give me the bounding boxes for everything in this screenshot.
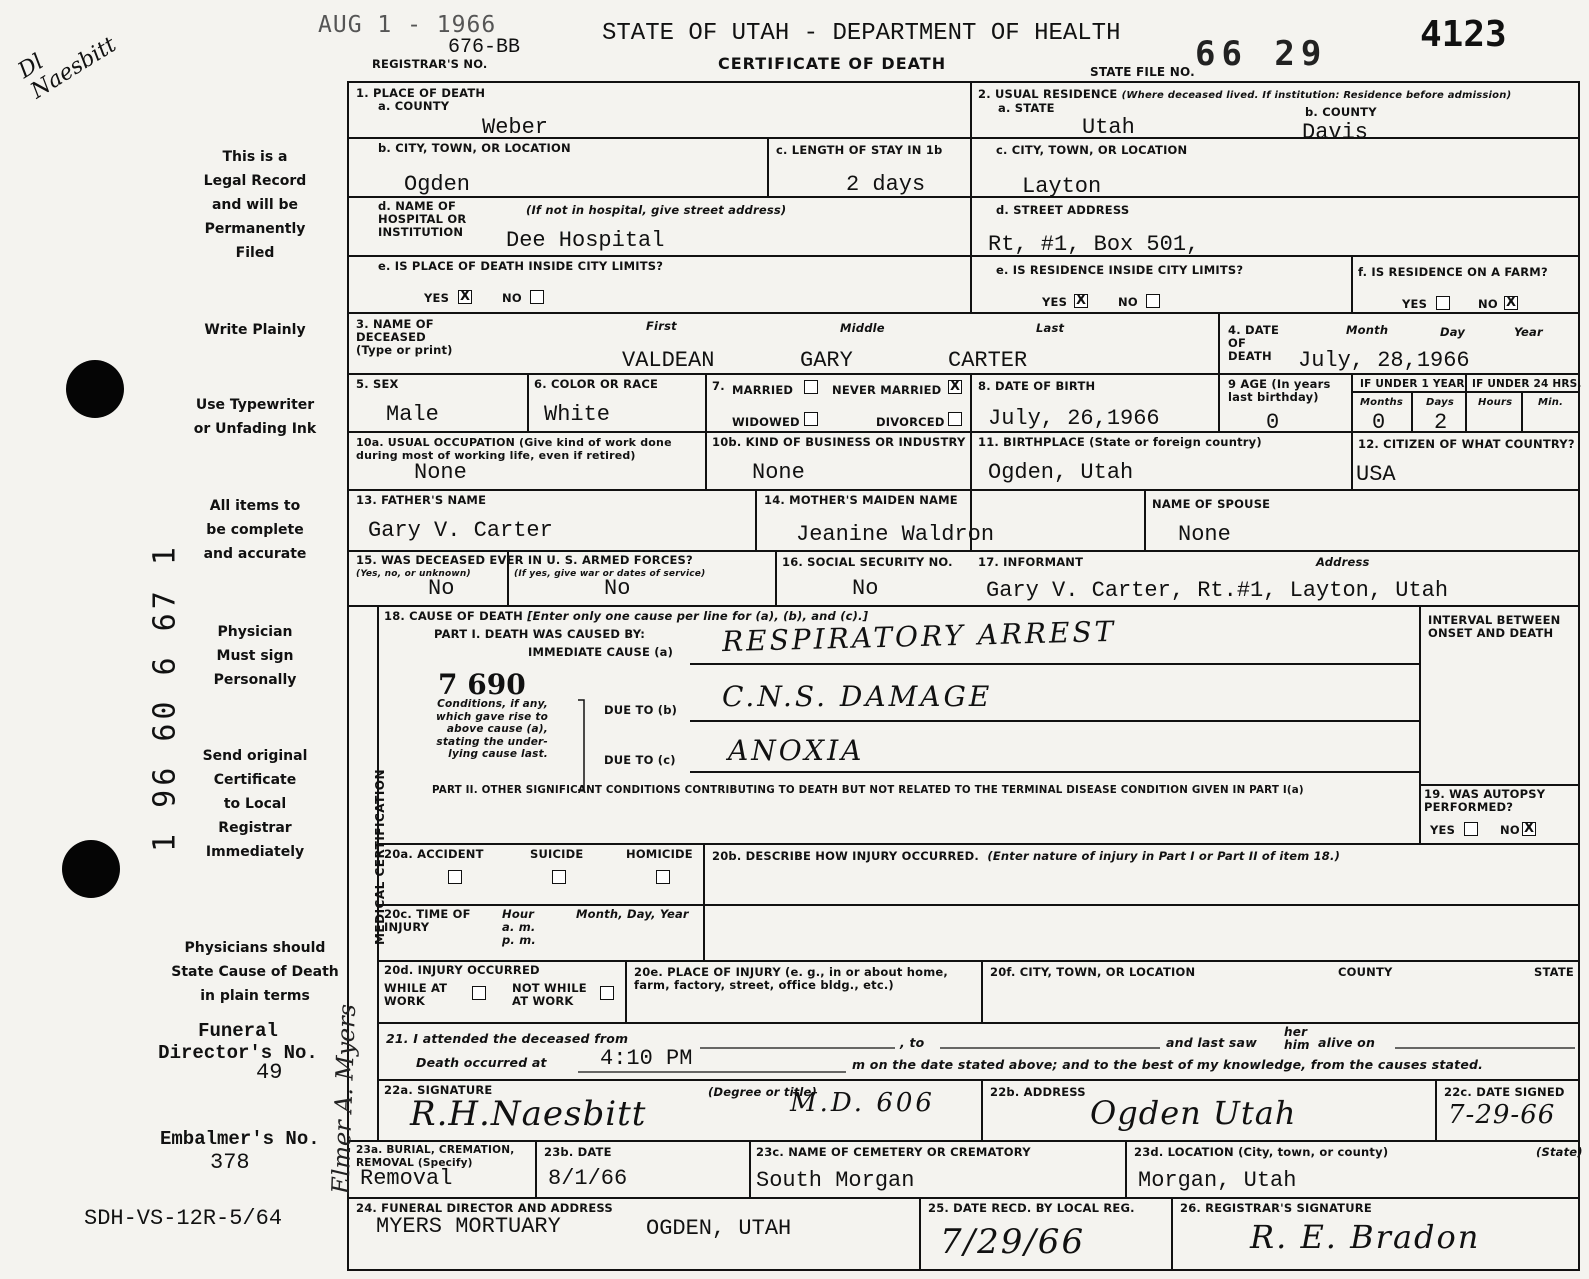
label-birthplace: 11. BIRTHPLACE (State or foreign country) bbox=[978, 435, 1262, 449]
checkbox-farm-no[interactable]: X bbox=[1505, 295, 1517, 310]
label-to bbox=[900, 1036, 924, 1049]
label-street-address: d. STREET ADDRESS bbox=[996, 203, 1130, 217]
label-days bbox=[1426, 396, 1454, 409]
punch-hole-top bbox=[66, 360, 124, 418]
punch-hole-bottom bbox=[62, 840, 120, 898]
label-suicide: SUICIDE bbox=[530, 847, 584, 861]
label-last-saw bbox=[1166, 1036, 1257, 1049]
label-hospital: d. NAME OF HOSPITAL OR INSTITUTION bbox=[378, 199, 467, 239]
value-ssn: No bbox=[852, 576, 879, 601]
label-day bbox=[1440, 326, 1465, 339]
label-ssn: 16. SOCIAL SECURITY NO. bbox=[782, 555, 953, 569]
label-mother: 14. MOTHER'S MAIDEN NAME bbox=[764, 493, 958, 507]
state-file-value: 66 29 bbox=[1195, 34, 1328, 74]
label-hours bbox=[1478, 396, 1512, 409]
value-mother: Jeanine Waldron bbox=[796, 522, 995, 547]
label-while-at-work: WHILE AT WORK bbox=[384, 981, 448, 1008]
label-residence-note: (Where deceased lived. If institution: Residence before admission) bbox=[1121, 90, 1512, 101]
checkbox-not-while-at-work[interactable] bbox=[600, 986, 614, 1000]
registrar-number-value: 676-BB bbox=[448, 36, 521, 59]
label-under-1-year: IF UNDER 1 YEAR bbox=[1360, 378, 1465, 390]
label-due-to-c: DUE TO (c) bbox=[604, 753, 676, 767]
label-time-of-injury: 20c. TIME OF INJURY bbox=[384, 907, 471, 934]
checkbox-res-inside-yes[interactable]: X bbox=[1075, 293, 1087, 308]
checkbox-while-at-work[interactable] bbox=[472, 986, 486, 1000]
value-citizen: USA bbox=[1356, 462, 1396, 487]
value-date-received: 7/29/66 bbox=[940, 1222, 1086, 1262]
value-street-address: Rt, #1, Box 501, bbox=[988, 232, 1200, 257]
checkbox-homicide[interactable] bbox=[656, 870, 670, 884]
checkbox-accident[interactable] bbox=[448, 870, 462, 884]
address-text: Address bbox=[1316, 555, 1370, 569]
label-spouse: NAME OF SPOUSE bbox=[1152, 497, 1271, 511]
label-yes-1: YES bbox=[424, 291, 450, 305]
value-date-of-death: July, 28,1966 bbox=[1298, 348, 1470, 373]
label-cemetery: 23c. NAME OF CEMETERY OR CREMATORY bbox=[756, 1145, 1031, 1159]
send-original-note: Send original Certificate to Local Registrar Immediately bbox=[202, 748, 308, 860]
value-funeral-address: OGDEN, UTAH bbox=[646, 1216, 792, 1241]
value-physician-degree: M.D. 606 bbox=[790, 1088, 935, 1118]
label-informant: 17. INFORMANT bbox=[978, 555, 1084, 569]
plain-terms-note: Physicians should State Cause of Death in plain terms bbox=[171, 940, 339, 1004]
complete-note: All items to be complete and accurate bbox=[203, 498, 307, 562]
label-death-occurred-at bbox=[416, 1056, 547, 1069]
hospital-note-text: (If not in hospital, give street address) bbox=[526, 203, 787, 217]
mdy-text: Month, Day, Year bbox=[576, 907, 689, 921]
label-no-3: NO bbox=[1478, 297, 1498, 311]
label-date-signed: 22c. DATE SIGNED bbox=[1444, 1085, 1565, 1099]
value-cemetery: South Morgan bbox=[756, 1168, 915, 1193]
label-no-1: NO bbox=[502, 291, 522, 305]
value-physician-signature: R.H.Naesbitt bbox=[410, 1094, 647, 1134]
label-usual-residence bbox=[978, 88, 1511, 102]
state-title: STATE OF UTAH - DEPARTMENT OF HEALTH bbox=[602, 20, 1121, 47]
label-m-on-date bbox=[852, 1058, 1483, 1071]
value-city: Ogden bbox=[404, 172, 471, 197]
label-occupation: 10a. USUAL OCCUPATION (Give kind of work done during most of working life, even if retired) bbox=[356, 436, 672, 462]
value-cause-code: 7 690 bbox=[438, 668, 526, 701]
label-last bbox=[1036, 322, 1064, 335]
label-married: MARRIED bbox=[732, 383, 794, 397]
value-length-of-stay: 2 days bbox=[846, 172, 926, 197]
label-autopsy: 19. WAS AUTOPSY PERFORMED? bbox=[1424, 787, 1546, 814]
her-him-text: her him bbox=[1284, 1025, 1310, 1052]
checkbox-autopsy-yes[interactable] bbox=[1464, 822, 1478, 836]
checkbox-inside-city-no[interactable] bbox=[530, 290, 544, 304]
label-yes-2: YES bbox=[1042, 295, 1068, 309]
checkbox-divorced[interactable] bbox=[948, 412, 962, 426]
value-informant: Gary V. Carter, Rt.#1, Layton, Utah bbox=[986, 578, 1449, 603]
value-war-service: No bbox=[604, 576, 631, 601]
value-armed-forces: No bbox=[428, 576, 455, 601]
label-hour-am-pm bbox=[502, 908, 536, 947]
label-alive-on bbox=[1318, 1036, 1375, 1049]
label-injury-city: 20f. CITY, TOWN, OR LOCATION bbox=[990, 965, 1196, 979]
label-part-1: PART I. DEATH WAS CAUSED BY: bbox=[434, 627, 646, 641]
value-birthplace: Ogden, Utah bbox=[988, 460, 1134, 485]
value-res-state: Utah bbox=[1082, 115, 1135, 140]
value-cemetery-location: Morgan, Utah bbox=[1138, 1168, 1297, 1193]
vertical-embalmer-signature: Elmer A. Myers bbox=[326, 1003, 362, 1195]
form-code: SDH-VS-12R-5/64 bbox=[84, 1206, 283, 1231]
checkbox-widowed[interactable] bbox=[804, 412, 818, 426]
degree-label-text: (Degree or title) bbox=[708, 1085, 818, 1099]
last-text: Last bbox=[1036, 321, 1065, 335]
value-father: Gary V. Carter bbox=[368, 518, 553, 543]
value-date-of-birth: July, 26,1966 bbox=[988, 406, 1160, 431]
months-text: Months bbox=[1360, 397, 1403, 408]
label-months bbox=[1360, 396, 1403, 409]
last-saw-text: and last saw bbox=[1166, 1035, 1257, 1050]
label-due-to-b: DUE TO (b) bbox=[604, 703, 678, 717]
label-month bbox=[1346, 324, 1388, 337]
label-age: 9 AGE (In years last birthday) bbox=[1228, 377, 1331, 404]
label-place-of-injury: 20e. PLACE OF INJURY (e. g., in or about home, farm, factory, street, office bldg., etc.) bbox=[634, 965, 948, 992]
label-injury-state: STATE bbox=[1534, 965, 1574, 979]
certificate-title: CERTIFICATE OF DEATH bbox=[718, 54, 947, 73]
label-state-paren bbox=[1536, 1146, 1583, 1159]
label-homicide: HOMICIDE bbox=[626, 847, 693, 861]
label-year bbox=[1514, 326, 1543, 339]
received-date-stamp: AUG 1 - 1966 bbox=[318, 12, 497, 38]
label-no-2: NO bbox=[1118, 295, 1138, 309]
label-her-him bbox=[1284, 1026, 1310, 1052]
death-at-text: Death occurred at bbox=[416, 1055, 547, 1070]
label-state: a. STATE bbox=[998, 101, 1055, 115]
label-residence: 2. USUAL RESIDENCE bbox=[978, 87, 1118, 101]
label-city: b. CITY, TOWN, OR LOCATION bbox=[378, 141, 571, 155]
value-res-county: Davis bbox=[1302, 120, 1369, 145]
min-text: Min. bbox=[1538, 397, 1564, 408]
label-sex: 5. SEX bbox=[356, 377, 399, 391]
alive-on-text: alive on bbox=[1318, 1035, 1376, 1050]
label-date-of-birth: 8. DATE OF BIRTH bbox=[978, 379, 1096, 393]
checkbox-autopsy-no[interactable]: X bbox=[1523, 821, 1535, 836]
value-occupation: None bbox=[414, 460, 467, 485]
label-accident: 20a. ACCIDENT bbox=[384, 847, 484, 861]
label-conditions bbox=[436, 698, 548, 761]
label-under-24-hrs: IF UNDER 24 HRS. bbox=[1472, 378, 1582, 390]
label-yes-3: YES bbox=[1402, 297, 1428, 311]
label-divorced: DIVORCED bbox=[876, 415, 945, 429]
value-hospital: Dee Hospital bbox=[506, 228, 665, 253]
cause-note: [Enter only one cause per line for (a), (b), and (c).] bbox=[527, 609, 869, 623]
registrar-number-label: REGISTRAR'S NO. bbox=[372, 57, 488, 71]
attended-text: 21. I attended the deceased from bbox=[386, 1031, 629, 1046]
label-signature: 22a. SIGNATURE bbox=[384, 1083, 493, 1097]
value-cause-b: C.N.S. DAMAGE bbox=[722, 680, 993, 713]
value-sig-address: Ogden Utah bbox=[1090, 1094, 1297, 1132]
write-plainly-note: Write Plainly bbox=[204, 322, 306, 338]
value-spouse: None bbox=[1178, 522, 1231, 547]
checkbox-never-married[interactable]: X bbox=[949, 379, 961, 394]
hour-text: Hour a. m. p. m. bbox=[502, 907, 536, 947]
value-cause-c: ANOXIA bbox=[728, 734, 865, 767]
value-last-name: CARTER bbox=[948, 348, 1028, 373]
label-burial-date: 23b. DATE bbox=[544, 1145, 612, 1159]
value-months: 0 bbox=[1372, 410, 1386, 435]
label-first bbox=[646, 320, 677, 333]
describe-injury-text: 20b. DESCRIBE HOW INJURY OCCURRED. bbox=[712, 849, 979, 863]
label-date-of-death: 4. DATE OF DEATH bbox=[1228, 323, 1280, 363]
m-on-text: m on the date stated above; and to the best of my knowledge, from the causes stated. bbox=[852, 1057, 1484, 1072]
label-immediate-cause: IMMEDIATE CAUSE (a) bbox=[528, 645, 674, 659]
value-county: Weber bbox=[482, 115, 549, 140]
value-res-city: Layton bbox=[1022, 174, 1102, 199]
label-name-of-deceased: 3. NAME OF DECEASED (Type or print) bbox=[356, 317, 453, 357]
label-month-day-year bbox=[576, 908, 689, 921]
label-widowed: WIDOWED bbox=[732, 415, 800, 429]
legal-record-note: This is a Legal Record and will be Permanently Filed bbox=[203, 149, 307, 261]
label-res-inside-city: e. IS RESIDENCE INSIDE CITY LIMITS? bbox=[996, 263, 1244, 277]
value-date-signed: 7-29-66 bbox=[1448, 1100, 1556, 1130]
embalmer-label: Embalmer's No. bbox=[160, 1128, 320, 1150]
state-paren-text: (State) bbox=[1536, 1145, 1583, 1159]
physician-note: Physician Must sign Personally bbox=[213, 624, 297, 688]
value-sex: Male bbox=[386, 402, 439, 427]
label-armed-forces: 15. WAS DECEASED EVER IN U. S. ARMED FORCES? bbox=[356, 553, 693, 567]
middle-text: Middle bbox=[840, 321, 885, 335]
label-funeral-director: 24. FUNERAL DIRECTOR AND ADDRESS bbox=[356, 1201, 613, 1215]
label-informant-address bbox=[1316, 556, 1370, 569]
first-text: First bbox=[646, 319, 677, 333]
label-describe-injury bbox=[712, 850, 1340, 863]
value-age: 0 bbox=[1266, 410, 1280, 435]
value-registrar-signature: R. E. Bradon bbox=[1250, 1218, 1481, 1256]
label-county: a. COUNTY bbox=[378, 99, 450, 113]
typewriter-note: Use Typewriter or Unfading Ink bbox=[193, 397, 317, 437]
label-registrar-signature: 26. REGISTRAR'S SIGNATURE bbox=[1180, 1201, 1372, 1215]
value-first-name: VALDEAN bbox=[622, 348, 715, 373]
checkbox-inside-city-yes[interactable]: X bbox=[459, 289, 471, 304]
value-middle-name: GARY bbox=[800, 348, 853, 373]
label-citizen: 12. CITIZEN OF WHAT COUNTRY? bbox=[1358, 437, 1575, 451]
label-marital-7: 7. bbox=[712, 379, 725, 393]
state-file-label: STATE FILE NO. bbox=[1090, 65, 1195, 79]
label-injury-occurred: 20d. INJURY OCCURRED bbox=[384, 963, 540, 977]
label-burial: 23a. BURIAL, CREMATION, REMOVAL (Specify) bbox=[356, 1144, 515, 1169]
label-date-received: 25. DATE RECD. BY LOCAL REG. bbox=[928, 1201, 1135, 1215]
funeral-director-number: 49 bbox=[256, 1060, 283, 1085]
label-attended-from bbox=[386, 1032, 628, 1045]
label-sig-address: 22b. ADDRESS bbox=[990, 1085, 1086, 1099]
label-part-2: PART II. OTHER SIGNIFICANT CONDITIONS CONTRIBUTING TO DEATH BUT NOT RELATED TO THE TERMINAL DISEASE CONDITION GIVEN IN PART I(a) bbox=[432, 784, 1304, 796]
value-industry: None bbox=[752, 460, 805, 485]
label-autopsy-no: NO bbox=[1500, 823, 1520, 837]
label-interval: INTERVAL BETWEEN ONSET AND DEATH bbox=[1428, 613, 1561, 640]
label-cemetery-location: 23d. LOCATION (City, town, or county) bbox=[1134, 1145, 1389, 1159]
day-text: Day bbox=[1440, 325, 1466, 339]
label-middle bbox=[840, 322, 885, 335]
checkbox-res-inside-no[interactable] bbox=[1146, 294, 1160, 308]
year-text: Year bbox=[1514, 325, 1543, 339]
conditions-text: Conditions, if any, which gave rise to above cause (a), stating the under- lying cause last. bbox=[436, 698, 548, 760]
value-funeral-director: MYERS MORTUARY bbox=[376, 1214, 561, 1239]
label-min bbox=[1538, 396, 1563, 409]
armed-note-2-text: (If yes, give war or dates of service) bbox=[514, 569, 706, 579]
label-length-of-stay: c. LENGTH OF STAY IN 1b bbox=[776, 143, 943, 157]
label-res-county: b. COUNTY bbox=[1305, 105, 1377, 119]
hours-text: Hours bbox=[1478, 397, 1513, 408]
checkbox-suicide[interactable] bbox=[552, 870, 566, 884]
label-hospital-note bbox=[526, 204, 786, 217]
medical-certification-label: MEDICAL CERTIFICATION bbox=[373, 768, 387, 946]
month-text: Month bbox=[1346, 323, 1389, 337]
value-burial: Removal bbox=[360, 1166, 453, 1191]
to-text: , to bbox=[900, 1035, 925, 1050]
value-death-time: 4:10 PM bbox=[600, 1046, 693, 1071]
label-res-city: c. CITY, TOWN, OR LOCATION bbox=[996, 143, 1188, 157]
label-race: 6. COLOR OR RACE bbox=[534, 377, 659, 391]
days-text: Days bbox=[1426, 397, 1455, 408]
label-on-farm: f. IS RESIDENCE ON A FARM? bbox=[1358, 265, 1548, 279]
value-days: 2 bbox=[1434, 410, 1448, 435]
cause-title: 18. CAUSE OF DEATH bbox=[384, 609, 523, 623]
label-autopsy-yes: YES bbox=[1430, 823, 1456, 837]
label-place-of-death: 1. PLACE OF DEATH bbox=[356, 86, 486, 100]
label-cause-of-death bbox=[384, 610, 868, 623]
label-industry: 10b. KIND OF BUSINESS OR INDUSTRY bbox=[712, 435, 966, 449]
checkbox-married[interactable] bbox=[804, 380, 818, 394]
label-not-while-at-work: NOT WHILE AT WORK bbox=[512, 981, 587, 1008]
vertical-control-number: 1 96 60 6 67 1 bbox=[147, 543, 183, 852]
label-never-married: NEVER MARRIED bbox=[832, 383, 942, 397]
certificate-number: 4123 bbox=[1420, 14, 1507, 55]
value-cause-a: RESPIRATORY ARREST bbox=[721, 614, 1117, 659]
funeral-director-label: Funeral Director's No. bbox=[158, 1020, 318, 1064]
armed-note-1-text: (Yes, no, or unknown) bbox=[356, 569, 471, 579]
label-father: 13. FATHER'S NAME bbox=[356, 493, 487, 507]
corner-handwritten-note: Dl Naesbitt bbox=[13, 32, 121, 105]
embalmer-number: 378 bbox=[210, 1150, 250, 1175]
label-injury-county: COUNTY bbox=[1338, 965, 1393, 979]
describe-injury-note: (Enter nature of injury in Part I or Part II of item 18.) bbox=[987, 849, 1341, 863]
value-race: White bbox=[544, 402, 611, 427]
label-inside-city-limits: e. IS PLACE OF DEATH INSIDE CITY LIMITS? bbox=[378, 259, 664, 273]
checkbox-farm-yes[interactable] bbox=[1436, 296, 1450, 310]
value-burial-date: 8/1/66 bbox=[548, 1166, 628, 1191]
